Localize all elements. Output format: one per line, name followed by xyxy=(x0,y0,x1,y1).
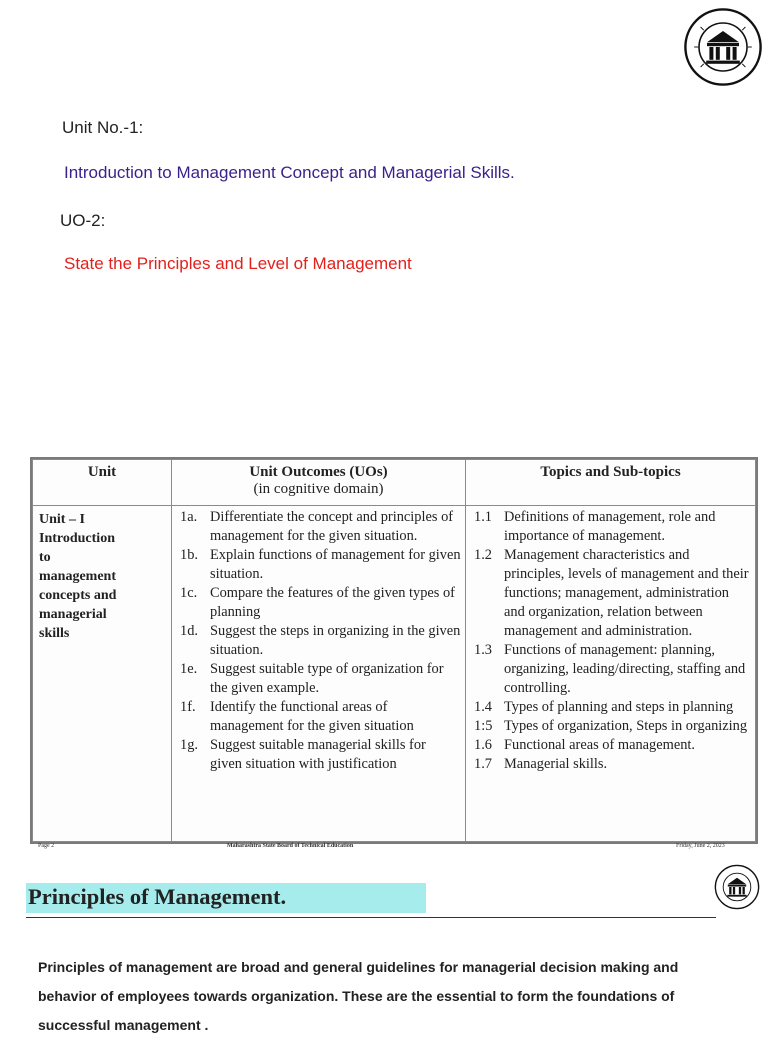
unit-line: Unit – I xyxy=(39,512,85,527)
uo-label: UO-2: xyxy=(60,211,106,230)
list-item xyxy=(474,641,751,698)
list-item xyxy=(180,622,461,660)
msbte-seal-icon xyxy=(683,7,763,87)
header-uo-label: Unit Outcomes (UOs) xyxy=(249,464,388,480)
topic-number: 1.6 xyxy=(474,737,492,753)
unit-line: management xyxy=(39,569,116,584)
outcome-number: 1f. xyxy=(180,699,196,715)
topic-text: Definitions of management, role and importance of management. xyxy=(504,509,716,544)
list-item xyxy=(474,717,751,736)
list-item xyxy=(180,508,461,546)
outcome-text: Explain functions of management for given situation. xyxy=(210,547,461,582)
topic-number: 1.3 xyxy=(474,642,492,658)
unit-line: to xyxy=(39,550,51,565)
outcome-number: 1g. xyxy=(180,737,198,753)
topic-number: 1.1 xyxy=(474,509,492,525)
list-item xyxy=(474,546,751,641)
list-item xyxy=(180,736,461,774)
header-topics: Topics and Sub-topics xyxy=(466,460,756,506)
outcome-text: Suggest the steps in organizing in the given situation. xyxy=(210,623,461,658)
list-item xyxy=(474,508,751,546)
outcomes-list xyxy=(172,506,465,774)
outcome-text: Suggest suitable type of organization for the given example. xyxy=(210,661,444,696)
footer-page-number: Page 2 xyxy=(38,843,55,849)
topic-text: Functions of management: planning, organizing, leading/directing, staffing and controlling. xyxy=(504,642,746,696)
list-item xyxy=(180,584,461,622)
page-title: Principles of Management. xyxy=(28,884,287,909)
unit-line: skills xyxy=(39,626,70,641)
table-row xyxy=(33,506,756,842)
unit-line: concepts and xyxy=(39,588,117,603)
topics-cell xyxy=(466,506,756,842)
topic-text: Types of organization, Steps in organizing xyxy=(504,718,748,734)
topic-number: 1.4 xyxy=(474,699,492,715)
outcome-number: 1b. xyxy=(180,547,198,563)
unit-title: Introduction to Management Concept and Managerial Skills. xyxy=(64,163,515,182)
outcome-text: Compare the features of the given types of planning xyxy=(210,585,455,620)
list-item xyxy=(180,698,461,736)
header-uo-sub: (in cognitive domain) xyxy=(253,481,384,497)
outcome-text: Identify the functional areas of management for the given situation xyxy=(210,699,414,734)
table-header-row xyxy=(33,460,756,506)
list-item xyxy=(474,698,751,717)
outcome-number: 1d. xyxy=(180,623,198,639)
unit-line: Introduction xyxy=(39,531,115,546)
list-item xyxy=(474,736,751,755)
msbte-seal-icon xyxy=(714,864,760,910)
header-unit: Unit xyxy=(33,460,172,506)
topic-text: Types of planning and steps in planning xyxy=(504,699,734,715)
footer-org: Maharashtra State Board of Technical Education xyxy=(227,843,354,849)
topics-list xyxy=(466,506,755,774)
topic-number: 1.2 xyxy=(474,547,492,563)
unit-cell xyxy=(33,506,172,842)
unit-number-label: Unit No.-1: xyxy=(62,118,144,137)
topic-text: Management characteristics and principles, levels of management and their functions; management, administration and organization, relation between management and administration. xyxy=(504,547,749,639)
topic-text: Functional areas of management. xyxy=(504,737,696,753)
topic-text: Managerial skills. xyxy=(504,756,608,772)
outcomes-cell xyxy=(172,506,466,842)
outcome-number: 1e. xyxy=(180,661,198,677)
intro-paragraph: Principles of management are broad and general guidelines for managerial decision making and behavior of employees towards organization. These are the essential to form the foundations of successful management . xyxy=(38,959,679,1033)
outcome-number: 1a. xyxy=(180,509,198,525)
outcome-text: Differentiate the concept and principles of management for the given situation. xyxy=(210,509,454,544)
title-divider xyxy=(26,917,716,918)
syllabus-table xyxy=(30,457,758,844)
topic-number: 1:5 xyxy=(474,718,493,734)
uo-title: State the Principles and Level of Management xyxy=(64,254,412,273)
outcome-text: Suggest suitable managerial skills for given situation with justification xyxy=(210,737,426,772)
header-unit-outcomes xyxy=(172,460,466,506)
outcome-number: 1c. xyxy=(180,585,198,601)
unit-line: managerial xyxy=(39,607,107,622)
footer-date: Friday, June 2, 2023 xyxy=(676,843,725,849)
list-item xyxy=(180,546,461,584)
list-item xyxy=(180,660,461,698)
list-item xyxy=(474,755,751,774)
topic-number: 1.7 xyxy=(474,756,492,772)
